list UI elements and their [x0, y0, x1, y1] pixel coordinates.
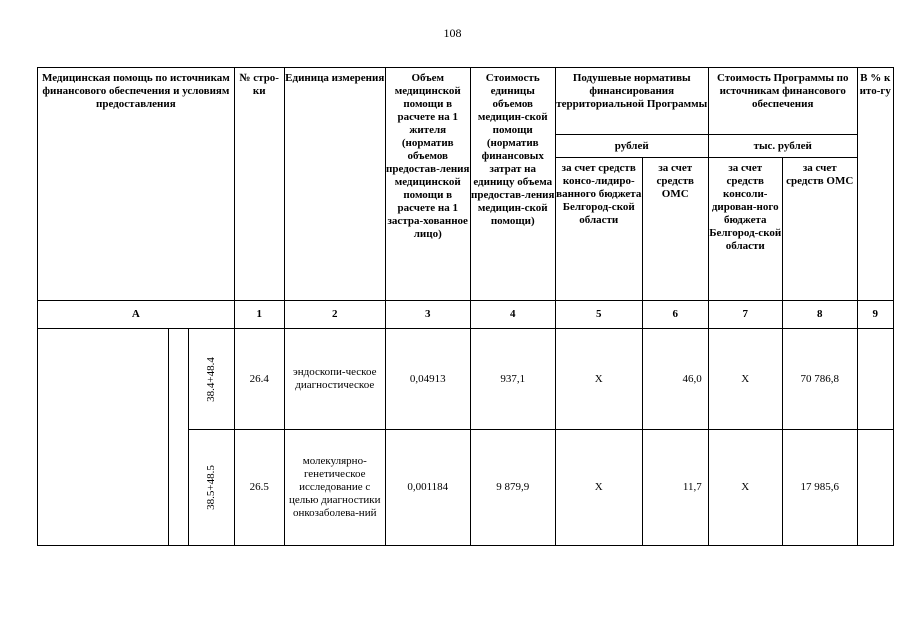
row-percent	[857, 329, 893, 430]
col-number-4: 4	[470, 301, 555, 329]
row-percent	[857, 430, 893, 546]
row-volume: 0,001184	[385, 430, 470, 546]
row-unit: молекулярно-генетическое исследование с целью диагностики онкозаболева-ний	[284, 430, 385, 546]
header-col-3: Объем медицинской помощи в расчете на 1 жителя (норматив объемов предостав-ления медицинской помощи в расчете на 1 застра-хованное лицо)	[385, 68, 470, 301]
header-col-5: за счет средств консо-лидиро-ванного бюджета Белгород-ской области	[555, 158, 642, 301]
row-cost: 9 879,9	[470, 430, 555, 546]
header-col-4: Стоимость единицы объемов медицин-ской помощи (норматив финансовых затрат на единицу объема предостав-ления медицин-ской помощи)	[470, 68, 555, 301]
col-number-8: 8	[782, 301, 857, 329]
row-group-spacer	[169, 329, 189, 546]
row-prog-oms: 17 985,6	[782, 430, 857, 546]
row-group-label	[38, 329, 169, 546]
col-number-5: 5	[555, 301, 642, 329]
row-code: 38.5+48.5	[204, 465, 217, 510]
row-cost: 937,1	[470, 329, 555, 430]
row-prog-oms: 70 786,8	[782, 329, 857, 430]
col-number-a: А	[38, 301, 235, 329]
col-number-6: 6	[642, 301, 708, 329]
row-norm-oms: 11,7	[642, 430, 708, 546]
header-col-8: за счет средств ОМС	[782, 158, 857, 301]
row-norm-oms: 46,0	[642, 329, 708, 430]
table-row	[38, 329, 894, 430]
row-code: 38.4+48.4	[204, 356, 217, 402]
header-group-cost: Стоимость Программы по источникам финансового обеспечения	[708, 68, 857, 135]
row-norm-budget: Х	[555, 329, 642, 430]
financing-table	[37, 67, 894, 546]
page-number: 108	[443, 26, 462, 40]
row-volume: 0,04913	[385, 329, 470, 430]
col-number-7: 7	[708, 301, 782, 329]
header-unit-rub: рублей	[555, 135, 708, 158]
row-prog-budget: Х	[708, 329, 782, 430]
header-col-6: за счет средств ОМС	[642, 158, 708, 301]
col-number-9: 9	[857, 301, 893, 329]
header-col-7: за счет средств консоли-дирован-ного бюджета Белгород-ской области	[708, 158, 782, 301]
col-number-1: 1	[234, 301, 284, 329]
row-code-cell	[189, 329, 235, 430]
row-line: 26.5	[234, 430, 284, 546]
header-unit-thous: тыс. рублей	[708, 135, 857, 158]
header-col-a: Медицинская помощь по источникам финансового обеспечения и условиям предоставления	[38, 68, 235, 301]
row-prog-budget: Х	[708, 430, 782, 546]
header-col-9: В % к ито-гу	[857, 68, 893, 301]
row-line: 26.4	[234, 329, 284, 430]
row-unit: эндоскопи-ческое диагностическое	[284, 329, 385, 430]
header-col-2: Единица измерения	[284, 68, 385, 301]
col-number-3: 3	[385, 301, 470, 329]
row-norm-budget: Х	[555, 430, 642, 546]
row-code-cell	[189, 430, 235, 546]
header-group-norm: Подушевые нормативы финансирования территориальной Программы	[555, 68, 708, 135]
col-number-2: 2	[284, 301, 385, 329]
header-col-1: № стро-ки	[234, 68, 284, 301]
